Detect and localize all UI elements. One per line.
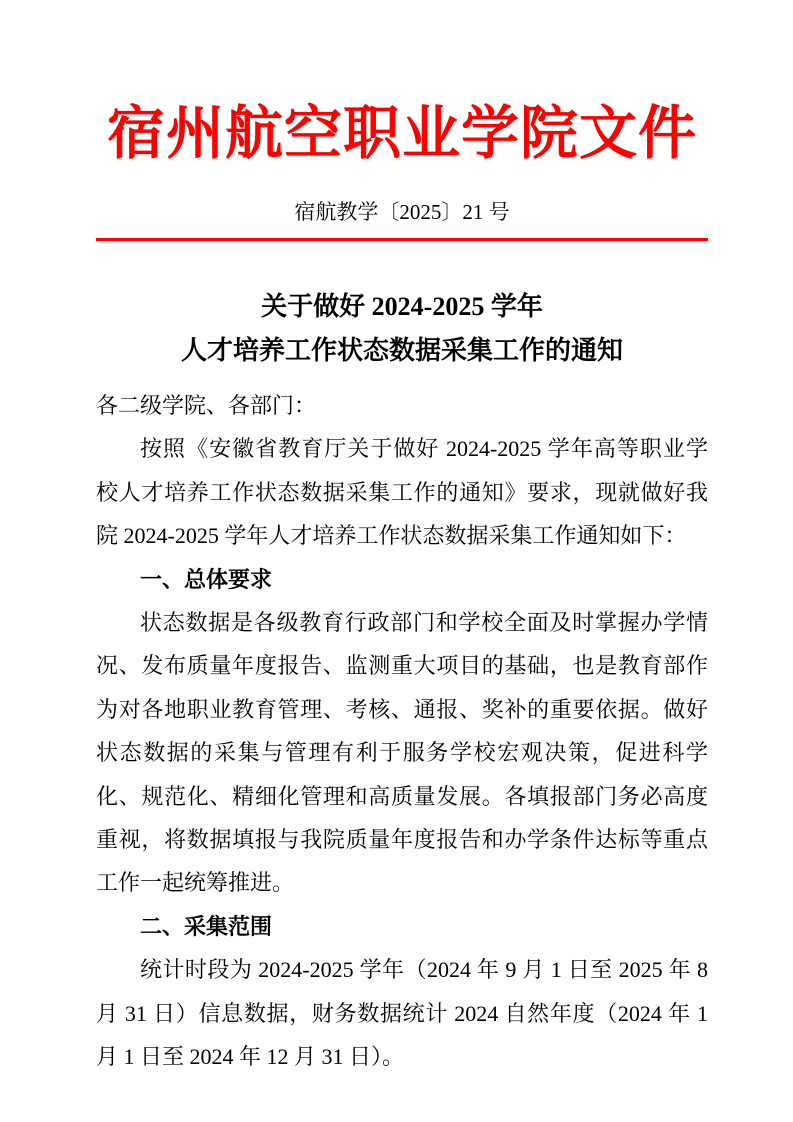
body-heading: 一、总体要求 — [140, 566, 273, 592]
body-paragraph: 统计时段为 2024-2025 学年（2024 年 9 月 1 日至 2025 年 8 月 31 日）信息数据，财务数据统计 2024 自然年度（2024 年 1 月 1 日至 2024 年 12 月 31 日）。 — [96, 957, 708, 1070]
notice-title — [96, 285, 708, 373]
document-main — [96, 285, 708, 1079]
document-number: 宿航教学〔2025〕21 号 — [294, 200, 510, 224]
body-salutation: 各二级学院、各部门： — [96, 393, 317, 418]
notice-title-line1: 关于做好 2024-2025 学年 — [261, 292, 543, 321]
red-divider-line — [96, 238, 708, 241]
letterhead-title: 宿州航空职业学院文件 — [106, 101, 697, 166]
notice-title-line2: 人才培养工作状态数据采集工作的通知 — [180, 336, 623, 365]
body-paragraph: 按照《安徽省教育厅关于做好 2024-2025 学年高等职业学校人才培养工作状态数据采集工作的通知》要求，现就做好我院 2024-2025 学年人才培养工作状态数据采集工作通知如下： — [96, 436, 708, 549]
body-paragraph: 状态数据是各级教育行政部门和学校全面及时掌握办学情况、发布质量年度报告、监测重大项目的基础，也是教育部作为对各地职业教育管理、考核、通报、奖补的重要依据。做好状态数据的采集与管理有利于服务学校宏观决策，促进科学化、规范化、精细化管理和高质量发展。各填报部门务必高度重视，将数据填报与我院质量年度报告和办学条件达标等重点工作一起统筹推进。 — [96, 610, 708, 896]
notice-body — [96, 384, 708, 1079]
document-header — [96, 103, 708, 241]
body-heading: 二、采集范围 — [140, 913, 273, 939]
